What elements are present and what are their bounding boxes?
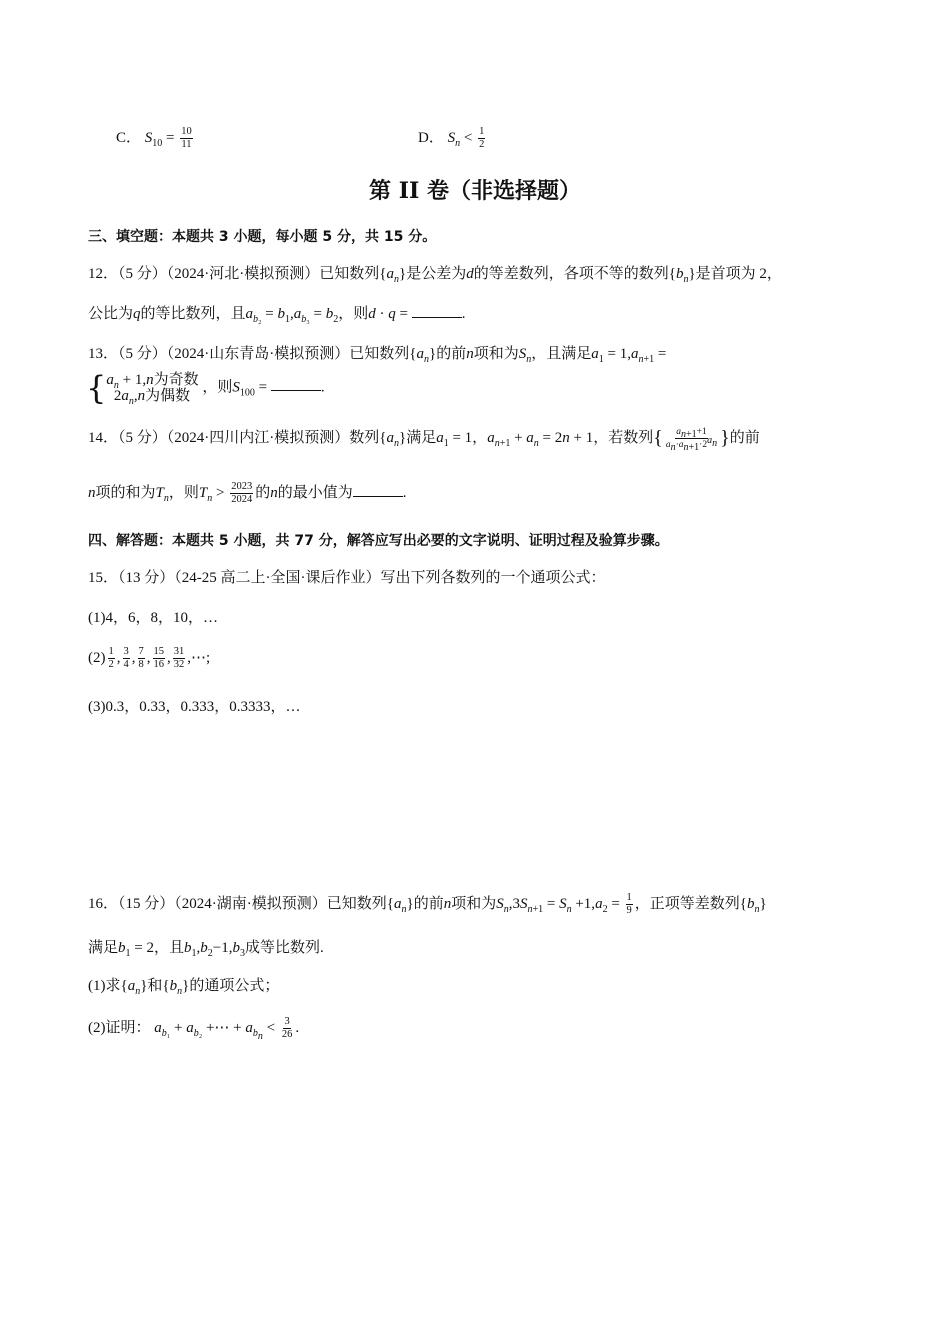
question-15-part2: (2) $\frac{1}{2}$ , $\frac{3}{4}$ , $\frac{7}{8}$ , $\frac{15}{16}$ , $\frac{31}{32}$ ,⋯;: [88, 646, 211, 670]
question-15-part3: (3)0.3，0.33，0.333，0.3333，…: [88, 699, 301, 715]
question-12-line1: 12．（5 分）（2024·河北·模拟预测）已知数列$\{a_n\}$是公差为d的等差数列，各项不等的数列$\{b_n\}$是首项为 2，: [88, 266, 782, 285]
question-16-line1: 16．（15 分）（2024·湖南·模拟预测）已知数列$\{a_n\}$的前n项和为$S_n,3S_{n+1} = S_n +1,a_2$ = $\frac{1}{9}$ ，正项等差数列$\{b_n\}$: [88, 892, 767, 917]
q16-a2-fraction: $\frac{1}{9}$: [626, 892, 632, 917]
question-12-line2: 公比为q的等比数列，且$a_{b_2} = b_1,a_{b_3} = b_2$，则d · q = .: [88, 306, 466, 325]
option-c: C． $S_{10}$ = $\frac{10}{11}$: [116, 126, 192, 151]
question-14-line2: n项的和为$T_n$，则$T_n$ > $\frac{2023}{2024}$ 的n的最小值为 .: [88, 481, 407, 506]
option-d-fraction: $\frac{1}{2}$: [479, 126, 485, 151]
piecewise-brace: {: [86, 369, 107, 407]
option-c-fraction: $\frac{10}{11}$: [181, 126, 192, 151]
answer-blank: [271, 378, 321, 391]
question-13-line2: { $a_n + 1,n$为奇数 $2a_n,n$为偶数 ，则$S_{100}$ = .: [86, 369, 325, 407]
question-15-part1: (1)4，6，8，10，…: [88, 610, 218, 626]
answer-blank: [353, 484, 403, 497]
answer-blank: [412, 305, 462, 318]
option-d-label: D．: [418, 130, 444, 146]
q16-bound-fraction: $\frac{3}{26}$: [281, 1016, 293, 1041]
part3-header: 三、填空题：本题共 3 小题，每小题 5 分，共 15 分。: [88, 229, 437, 245]
part4-header: 四、解答题：本题共 5 小题，共 77 分，解答应写出必要的文字说明、证明过程及验算步骤。: [88, 533, 669, 549]
question-15-stem: 15．（13 分）（24-25 高二上·全国·课后作业）写出下列各数列的一个通项公式：: [88, 570, 606, 586]
q14-fraction: $\frac{2023}{2024}$: [231, 481, 253, 506]
section-title: 第 II 卷（非选择题）: [369, 178, 581, 204]
option-c-label: C．: [116, 130, 142, 146]
question-16-part2: (2)证明： $a_{b_1} + a_{b_2}$ +⋯ + $a_{b_n}$ < $\frac{3}{26}$ .: [88, 1016, 300, 1042]
piecewise-cases: $a_n + 1,n$为奇数 $2a_n,n$为偶数: [106, 372, 199, 407]
question-14-line1: 14．（5 分）（2024·四川内江·模拟预测）数列$\{a_n\}$满足$a_1 = 1$，$a_{n+1} + a_n = 2n + 1$，若数列{ $\frac{a_{n+1}+1}{a_n\cdot a_{n+1}\cdot 2^{a_n}}$ }的前: [88, 427, 760, 453]
option-d: D． $S_n$ < $\frac{1}{2}$: [418, 126, 485, 151]
question-16-part1: (1)求$\{a_n\}$和$\{b_n\}$的通项公式；: [88, 978, 280, 997]
question-13-line1: 13．（5 分）（2024·山东青岛·模拟预测）已知数列$\{a_n\}$的前n项和为$S_n$，且满足$a_1 = 1,a_{n+1}$ =: [88, 346, 667, 365]
sequence-fraction: $\frac{a_{n+1}+1}{a_n\cdot a_{n+1}\cdot 2^{a_n}}$: [665, 427, 718, 453]
question-16-line2: 满足$b_1 = 2$，且$b_1,b_2-1,b_3$成等比数列.: [88, 940, 324, 959]
